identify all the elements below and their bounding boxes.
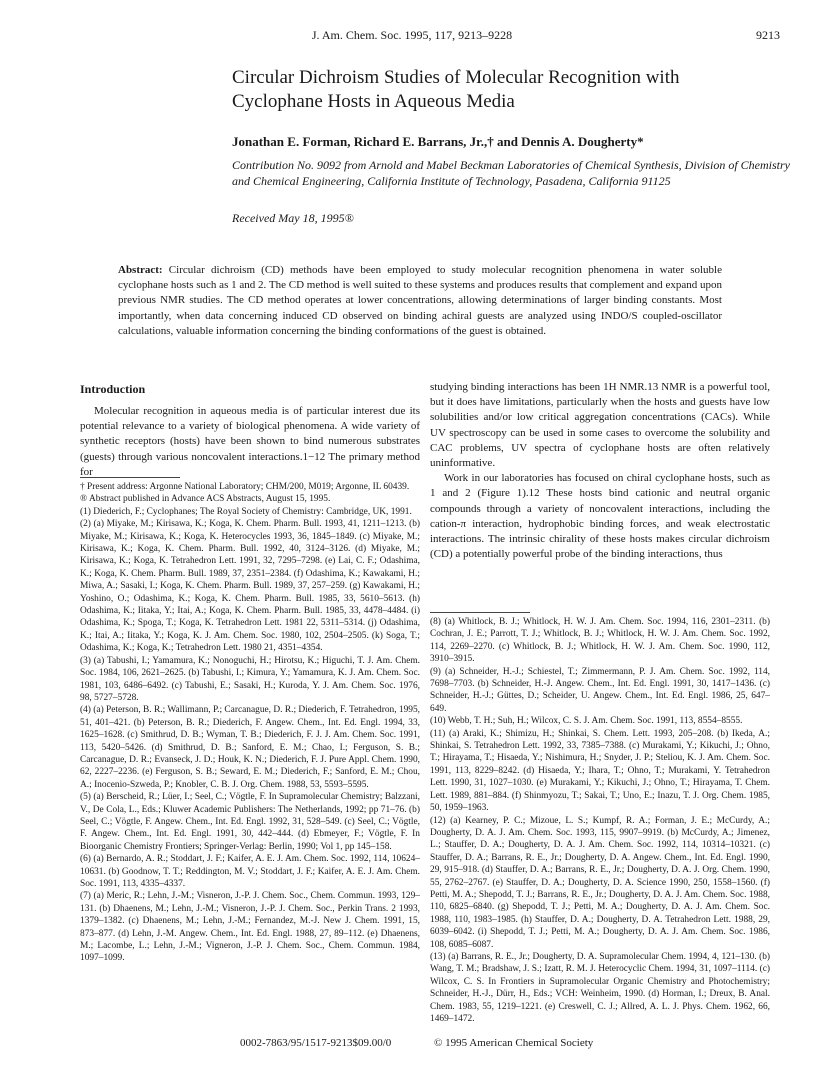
footnote: (4) (a) Peterson, B. R.; Wallimann, P.; Carcanague, D. R.; Diederich, F. Tetrahedron, 1995, 51, 401–421. (b) Peterson, B. R.; Diederich, F. Angew. Chem., Int. Ed. Engl. 1994, 33, 1625–1628. (c) Smithrud, D. B.; Wyman, T. B.; Diederich, F. J. J. Am. Chem. Soc. 1991, 113, 5420–5426. (d) Smithrud, D. B.; Sanford, E. M.; Chao, I.; Ferguson, S. B.; Carcanague, D. R.; Evanseck, J. D.; Houk, K. N.; Diederich, F. J. Pure Appl. Chem. 1990, 62, 2227–2236. (e) Ferguson, S. B.; Seward, E. M.; Diederich, F.; Sanford, E. M.; Chou, A.; Inocenio-Szweda, P.; Knobler, C. B. J. Org. Chem. 1988, 53, 5593–5595.: [80, 705, 420, 790]
footnote: (13) (a) Barrans, R. E., Jr.; Dougherty, D. A. Supramolecular Chem. 1994, 4, 121–130. (b) Wang, T. M.; Bradshaw, J. S.; Izatt, R. M. J. Heterocyclic Chem. 1994, 31, 1097–1114. (c) Wilcox, C. S. In Frontiers in Supramolecular Organic Chemistry and Photochemistry; Schneider, H.-J., Dürr, H., Eds.; VCH: Weinheim, 1990. (d) Horman, I.; Dreux, B. Anal. Chem. 1983, 55, 1219–1221. (e) Creswell, C. J.; Allred, A. L. J. Phys. Chem. 1962, 66, 1469–1472.: [430, 951, 770, 1024]
footnotes-right: [430, 616, 770, 1025]
footnote: (9) (a) Schneider, H.-J.; Schiestel, T.; Zimmermann, P. J. Am. Chem. Soc. 1992, 114, 7698–7703. (b) Schneider, H.-J. Angew. Chem., Int. Ed. Engl. 1991, 30, 1417–1436. (c) Schneider, H.-J.; Güttes, D.; Scheider, U. Angew. Chem., Int. Ed. Engl. 1986, 25, 647–649.: [430, 666, 770, 714]
footnote: (11) (a) Araki, K.; Shimizu, H.; Shinkai, S. Chem. Lett. 1993, 205–208. (b) Ikeda, A.; Shinkai, S. Tetrahedron Lett. 1992, 33, 7385–7388. (c) Murakami, Y.; Kikuchi, J.; Ohno, T.; Hirayama, T.; Hisaeda, Y.; Nishimura, H.; Snyder, J. P.; Steliou, K. J. Am. Chem. Soc. 1991, 113, 8229–8242. (d) Hisaeda, Y.; Ihara, T.; Ohno, T.; Murakami, Y. Tetrahedron Lett. 1990, 31, 1027–1030. (e) Murakami, Y.; Kikuchi, J.; Ohno, T.; Hirayama, T. Chem. Lett. 1989, 881–884. (f) Shinmyozu, T.; Sakai, T.; Uno, E.; Inazu, T. J. Org. Chem. 1985, 50, 1959–1963.: [430, 728, 770, 814]
intro-paragraph: Molecular recognition in aqueous media is of particular interest due its potential relevance to a variety of biological phenomena. A wide variety of synthetic receptors (hosts) have been shown to bind numerous substrates (guests) through various noncovalent interactions.1−12 The primary method for: [80, 405, 420, 478]
footnote: (8) (a) Whitlock, B. J.; Whitlock, H. W. J. Am. Chem. Soc. 1994, 116, 2301–2311. (b) Cochran, J. E.; Parrott, T. J.; Whitlock, B. J.; Whitlock, H. W. J. Am. Chem. Soc. 1992, 114, 2269–2270. (c) Whitlock, B. J.; Whitlock, H. W. J. Am. Chem. Soc. 1990, 112, 3910–3915.: [430, 617, 770, 665]
footer-copyright: © 1995 American Chemical Society: [434, 1037, 594, 1049]
footnote: (7) (a) Meric, R.; Lehn, J.-M.; Visneron, J.-P. J. Chem. Soc., Chem. Commun. 1993, 129–131. (b) Dhaenens, M.; Lehn, J.-M.; Visneron, J.-P. J. Chem. Soc., Perkin Trans. 2 1993, 1379–1382. (c) Dhaenens, M.; Lehn, J.-M.; Fernandez, M.-J. New J. Chem. 1991, 15, 873–877. (d) Lehn, J.-M. Angew. Chem., Int. Ed. Engl. 1988, 27, 89–112. (e) Dhaenens, M.; Lacombe, L.; Lehn, J.-M.; Vigneron, J.-P. J. Chem. Soc., Chem. Commun. 1984, 1097–1099.: [80, 891, 420, 964]
footnote: (10) Webb, T. H.; Suh, H.; Wilcox, C. S. J. Am. Chem. Soc. 1991, 113, 8554–8555.: [430, 716, 743, 727]
introduction-heading: Introduction: [80, 382, 146, 396]
article-title: Circular Dichroism Studies of Molecular Recognition with Cyclophane Hosts in Aqueous Media: [232, 67, 680, 112]
abstract-text: Circular dichroism (CD) methods have been employed to study molecular recognition phenomena in water soluble cyclophane hosts such as 1 and 2. The CD method is well suited to these systems and produces results that complement and expand upon previous NMR studies. The CD method operates at lower concentrations, allowing determinations of larger binding constants. Most importantly, when data concerning induced CD observed on binding achiral guests are analyzed using INDO/S coupled-oscillator calculations, valuable information concerning the binding conformations of the guest is obtained.: [118, 264, 723, 337]
abstract: [118, 263, 722, 339]
footnote: (2) (a) Miyake, M.; Kirisawa, K.; Koga, K. Chem. Pharm. Bull. 1993, 41, 1211–1213. (b) Miyake, M.; Kirisawa, K.; Koga, K. Heterocycles 1993, 36, 1845–1849. (c) Miyake, M.; Kirisawa, K.; Koga, K. Chem. Pharm. Bull. 1992, 40, 3124–3126. (d) Miyake, M.; Kirisawa, K.; Koga, K. Tetrahedron Lett. 1991, 32, 7295–7298. (e) Lai, C. F.; Odashima, K.; Koga, K. Chem. Pharm. Bull. 1989, 37, 2351–2384. (f) Odashima, K.; Kawakami, H.; Miwa, A.; Sasaki, I.; Koga, K. Chem. Pharm. Bull. 1989, 37, 257–259. (g) Kawakami, H.; Yoshino, O.; Odashima, K.; Koga, K. Chem. Pharm. Bull. 1985, 33, 5610–5613. (h) Odashima, K.; Iitaka, Y.; Itai, A.; Koga, K. Chem. Pharm. Bull. 1985, 33, 4478–4484. (i) Odashima, K.; Spoga, T.; Koga, K. Tetrahedron Lett. 1981 22, 5311–5314. (j) Odashima, K.; Itai, A.; Iitaka, Y.; Koga, K. J. Am. Chem. Soc. 1980, 102, 2504–2505. (k) Soga, T.; Odashima, K.; Koga, K.; Tetrahedron Lett. 1980 21, 4351–4354.: [80, 519, 420, 654]
footnotes-left: [80, 481, 420, 965]
journal-header: J. Am. Chem. Soc. 1995, 117, 9213–9228: [311, 28, 513, 42]
footnote: † Present address: Argonne National Laboratory; CHM/200, M019; Argonne, IL 60439.: [80, 482, 410, 492]
footnote: (6) (a) Bernardo, A. R.; Stoddart, J. F.; Kaifer, A. E. J. Am. Chem. Soc. 1992, 114, 10624–10631. (b) Goodnow, T. T.; Reddington, M. V.; Stoddart, J. F.; Kaifer, A. E. J. Am. Chem. Soc. 1991, 113, 4335–4337.: [80, 854, 420, 889]
affiliation: Contribution No. 9092 from Arnold and Mabel Beckman Laboratories of Chemical Synthesis, Division of Chemistry and Chemical Engineering, California Institute of Technology, Pasadena, California 91125: [232, 158, 790, 188]
footnote: (3) (a) Tabushi, I.; Yamamura, K.; Nonoguchi, H.; Hirotsu, K.; Higuchi, T. J. Am. Chem. Soc. 1984, 106, 2621–2625. (b) Tabushi, I.; Kimura, Y.; Yamamura, K. J. Am. Chem. Soc. 1981, 103, 6486–6492. (c) Tabushi, E.; Sasaki, H.; Kuroda, Y. J. Am. Chem. Soc. 1976, 98, 5727–5728.: [80, 655, 420, 703]
intro-paragraph: Work in our laboratories has focused on chiral cyclophane hosts, such as 1 and 2 (Figure 1).12 These hosts bind cationic and neutral organic compounds through a variety of noncovalent interactions, including the cation-π interaction, hydrophobic binding forces, and weak electrostatic interactions. The intrinsic chirality of these hosts makes circular dichroism (CD) a potentially powerful probe of the binding interactions, thus: [430, 472, 770, 561]
page-number: 9213: [756, 28, 780, 42]
abstract-label: Abstract:: [118, 264, 163, 276]
footer-issn-code: 0002-7863/95/1517-9213$09.00/0: [240, 1037, 392, 1049]
received-date: Received May 18, 1995®: [232, 211, 354, 225]
footnote: (5) (a) Berscheid, R.; Lüer, I.; Seel, C.; Vögtle, F. In Supramolecular Chemistry; Balzzani, V., De Cola, L., Eds.; Kluwer Academic Publishers: The Netherlands, 1992; pp 71–76. (b) Seel, C.; Vögtle, F. Angew. Chem., Int. Ed. Engl. 1992, 31, 528–549. (c) Seel, C.; Vögtle, F. Angew. Chem., Int. Ed. Engl. 1991, 30, 442–444. (d) Ebmeyer, F.; Vögtle, F. In Bioorganic Chemistry Frontiers; Springer-Verlag: Berlin, 1990; Vol 1, pp 145–158.: [80, 792, 420, 852]
introduction-right: [430, 380, 770, 562]
footnote-rule-left: [80, 477, 180, 478]
footnote: ® Abstract published in Advance ACS Abstracts, August 15, 1995.: [80, 494, 331, 505]
intro-paragraph: studying binding interactions has been 1H NMR.13 NMR is a powerful tool, but it does have limitations, particularly when the hosts and guests have low solubilities and/or low critical aggregation concentrations (CACs). While UV spectroscopy can be used in some cases to overcome the solubility and CAC problems, UV spectra of cyclophane hosts are often relatively uninformative.: [430, 381, 770, 470]
author-list: Jonathan E. Forman, Richard E. Barrans, Jr.,† and Dennis A. Dougherty*: [232, 134, 644, 149]
footnote: (1) Diederich, F.; Cyclophanes; The Royal Society of Chemistry: Cambridge, UK, 1991.: [80, 506, 412, 517]
footnote-rule-right: [430, 612, 530, 613]
introduction-left: [80, 404, 420, 480]
footnote: (12) (a) Kearney, P. C.; Mizoue, L. S.; Kumpf, R. A.; Forman, J. E.; McCurdy, A.; Dougherty, D. A. J. Am. Chem. Soc. 1993, 115, 9907–9919. (b) McCurdy, A.; Jimenez, L.; Stauffer, D. A.; Dougherty, D. A. J. Am. Chem. Soc. 1992, 114, 10314–10321. (c) Stauffer, D. A.; Barrans, R. E., Jr.; Dougherty, D. A. Angew. Chem., Int. Ed. Engl. 1990, 29, 915–918. (d) Stauffer, D. A.; Barrans, R. E., Jr.; Dougherty, D. A. J. Org. Chem. 1990, 55, 2762–2767. (e) Stauffer, D. A.; Dougherty, D. A. Science 1990, 250, 1558–1560. (f) Petti, M. A.; Shepodd, T. J.; Barrans, R. E., Jr.; Dougherty, D. A. J. Am. Chem. Soc. 1988, 110, 6825–6840. (g) Shepodd, T. J.; Petti, M. A.; Dougherty, D. A. J. Am. Chem. Soc. 1988, 110, 1983–1985. (h) Stauffer, D. A.; Dougherty, D. A. Tetrahedron Lett. 1988, 29, 6039–6042. (i) Shepodd, T. J.; Petti, M. A.; Dougherty, D. A. J. Am. Chem. Soc. 1986, 108, 6085–6087.: [430, 815, 770, 950]
